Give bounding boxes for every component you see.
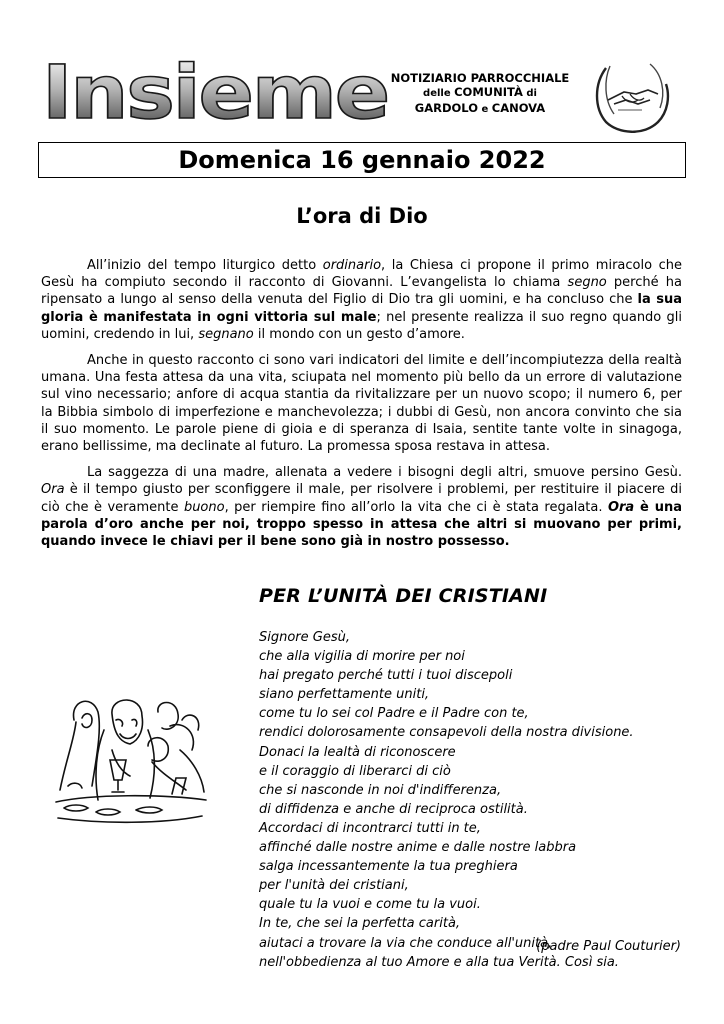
text-run: ordinario <box>322 258 382 273</box>
prayer-line: In te, che sei la perfetta carità, <box>259 916 461 932</box>
text-run: La saggezza di una madre, allenata a vedere i bisogni degli altri, smuove persino Gesù. <box>87 465 682 481</box>
prayer-line: di diffidenza e anche di reciproca ostilità. <box>259 801 528 817</box>
prayer-author: (padre Paul Couturier) <box>536 939 681 954</box>
masthead-subtitle <box>380 71 580 117</box>
prayer-line: Signore Gesù, <box>259 630 350 645</box>
text-run: è il tempo giusto per sconfiggere il male, per risolvere i problemi, per restituire il piacere di ciò che è veramente <box>41 482 682 515</box>
text-run: Ora <box>607 499 635 515</box>
prayer-title: PER L’UNITÀ DEI CRISTIANI <box>259 585 548 607</box>
prayer-line: che alla vigilia di morire per noi <box>259 649 465 665</box>
text-run: , per riempire fino all’orlo la vita che ci è stata regalata. <box>224 499 608 515</box>
prayer-line: che si nasconde in noi d'indifferenza, <box>259 782 502 798</box>
prayer-line: e il coraggio di liberarci di ciò <box>259 763 451 779</box>
text-run: la sua gloria è manifestata in ogni vittoria sul male <box>41 292 682 325</box>
prayer-text <box>259 628 689 972</box>
masthead-logo <box>40 56 390 126</box>
text-run: perché ha ripensato a lungo al senso della venuta del Figlio di Dio tra gli uomini, e ha concluso che <box>41 275 682 308</box>
prayer-line: affinché dalle nostre anime e dalle nostre labbra <box>259 840 577 856</box>
prayer-line: nell'obbedienza al tuo Amore e alla tua Verità. Così sia. <box>259 954 619 970</box>
text-run: , la Chiesa ci propone il primo miracolo che Gesù ha compiuto secondo il racconto di Giovanni. L’evangelista lo chiama <box>41 258 682 291</box>
masthead-svg <box>40 56 390 126</box>
prayer-line: hai pregato perché tutti i tuoi discepoli <box>259 668 513 684</box>
last-supper-illustration <box>52 690 210 830</box>
text-run: segno <box>567 275 607 291</box>
subtitle-line-1: NOTIZIARIO PARROCCHIALE <box>390 71 570 85</box>
prayer-line: Accordaci di incontrarci tutti in te, <box>259 820 481 836</box>
prayer-line: siano perfettamente uniti, <box>259 687 430 703</box>
subtitle-line-3: GARDOLO e CANOVA <box>414 101 546 115</box>
text-run: Anche in questo racconto ci sono vari indicatori del limite e dell’incompiutezza della realtà umana. Una festa attesa da una vita, sciupata nel momento più bello da un errore di valutazione sul vino necessario; anfore di acqua stantia da rivitalizzare per un nuovo scopo; il numero 6, per la Bibbia simbolo di imperfezione e manchevolezza; i dubbi di Gesù, non ancora convinto che sia il suo momento. Le parole piene di gioia e di speranza di Isaia, sentite tante volte in sinagoga, erano bellissime, ma declinate al futuro. La promessa sposa restava in attesa. <box>41 353 682 455</box>
prayer-line: aiutaci a trovare la via che conduce all'unità, <box>259 935 553 951</box>
date-banner: Domenica 16 gennaio 2022 <box>38 142 686 178</box>
article-body <box>41 257 682 559</box>
text-run: è una parola d’oro anche per noi, troppo spesso in attesa che altri si muovano per primi, quando invece le chiavi per il bene sono già in nostro possesso. <box>41 499 683 550</box>
prayer-line: quale tu la vuoi e come tu la vuoi. <box>259 897 481 913</box>
text-run: segnano <box>198 326 254 342</box>
handshake-logo-icon <box>592 56 672 136</box>
prayer-line: salga incessantemente la tua preghiera <box>259 859 518 875</box>
article-paragraph-1 <box>41 257 682 343</box>
prayer-line: come tu lo sei col Padre e il Padre con te, <box>259 706 529 722</box>
text-run: Ora <box>41 482 65 498</box>
prayer-line: rendici dolorosamente consapevoli della nostra divisione. <box>259 725 634 741</box>
prayer-line: per l'unità dei cristiani, <box>259 878 409 894</box>
subtitle-line-2: delle COMUNITÀ di <box>423 85 537 99</box>
article-paragraph-2 <box>41 352 682 455</box>
text-run: il mondo con un gesto d’amore. <box>253 326 465 342</box>
article-title: L’ora di Dio <box>296 204 428 228</box>
text-run: All’inizio del tempo liturgico detto <box>87 258 323 273</box>
prayer-line: Donaci la lealtà di riconoscere <box>259 744 456 760</box>
text-run: buono <box>183 499 225 515</box>
masthead-text: Insieme <box>42 56 388 126</box>
article-paragraph-3 <box>41 464 682 550</box>
text-run: ; nel presente realizza il suo regno quando gli uomini, credendo in lui, <box>41 309 682 342</box>
